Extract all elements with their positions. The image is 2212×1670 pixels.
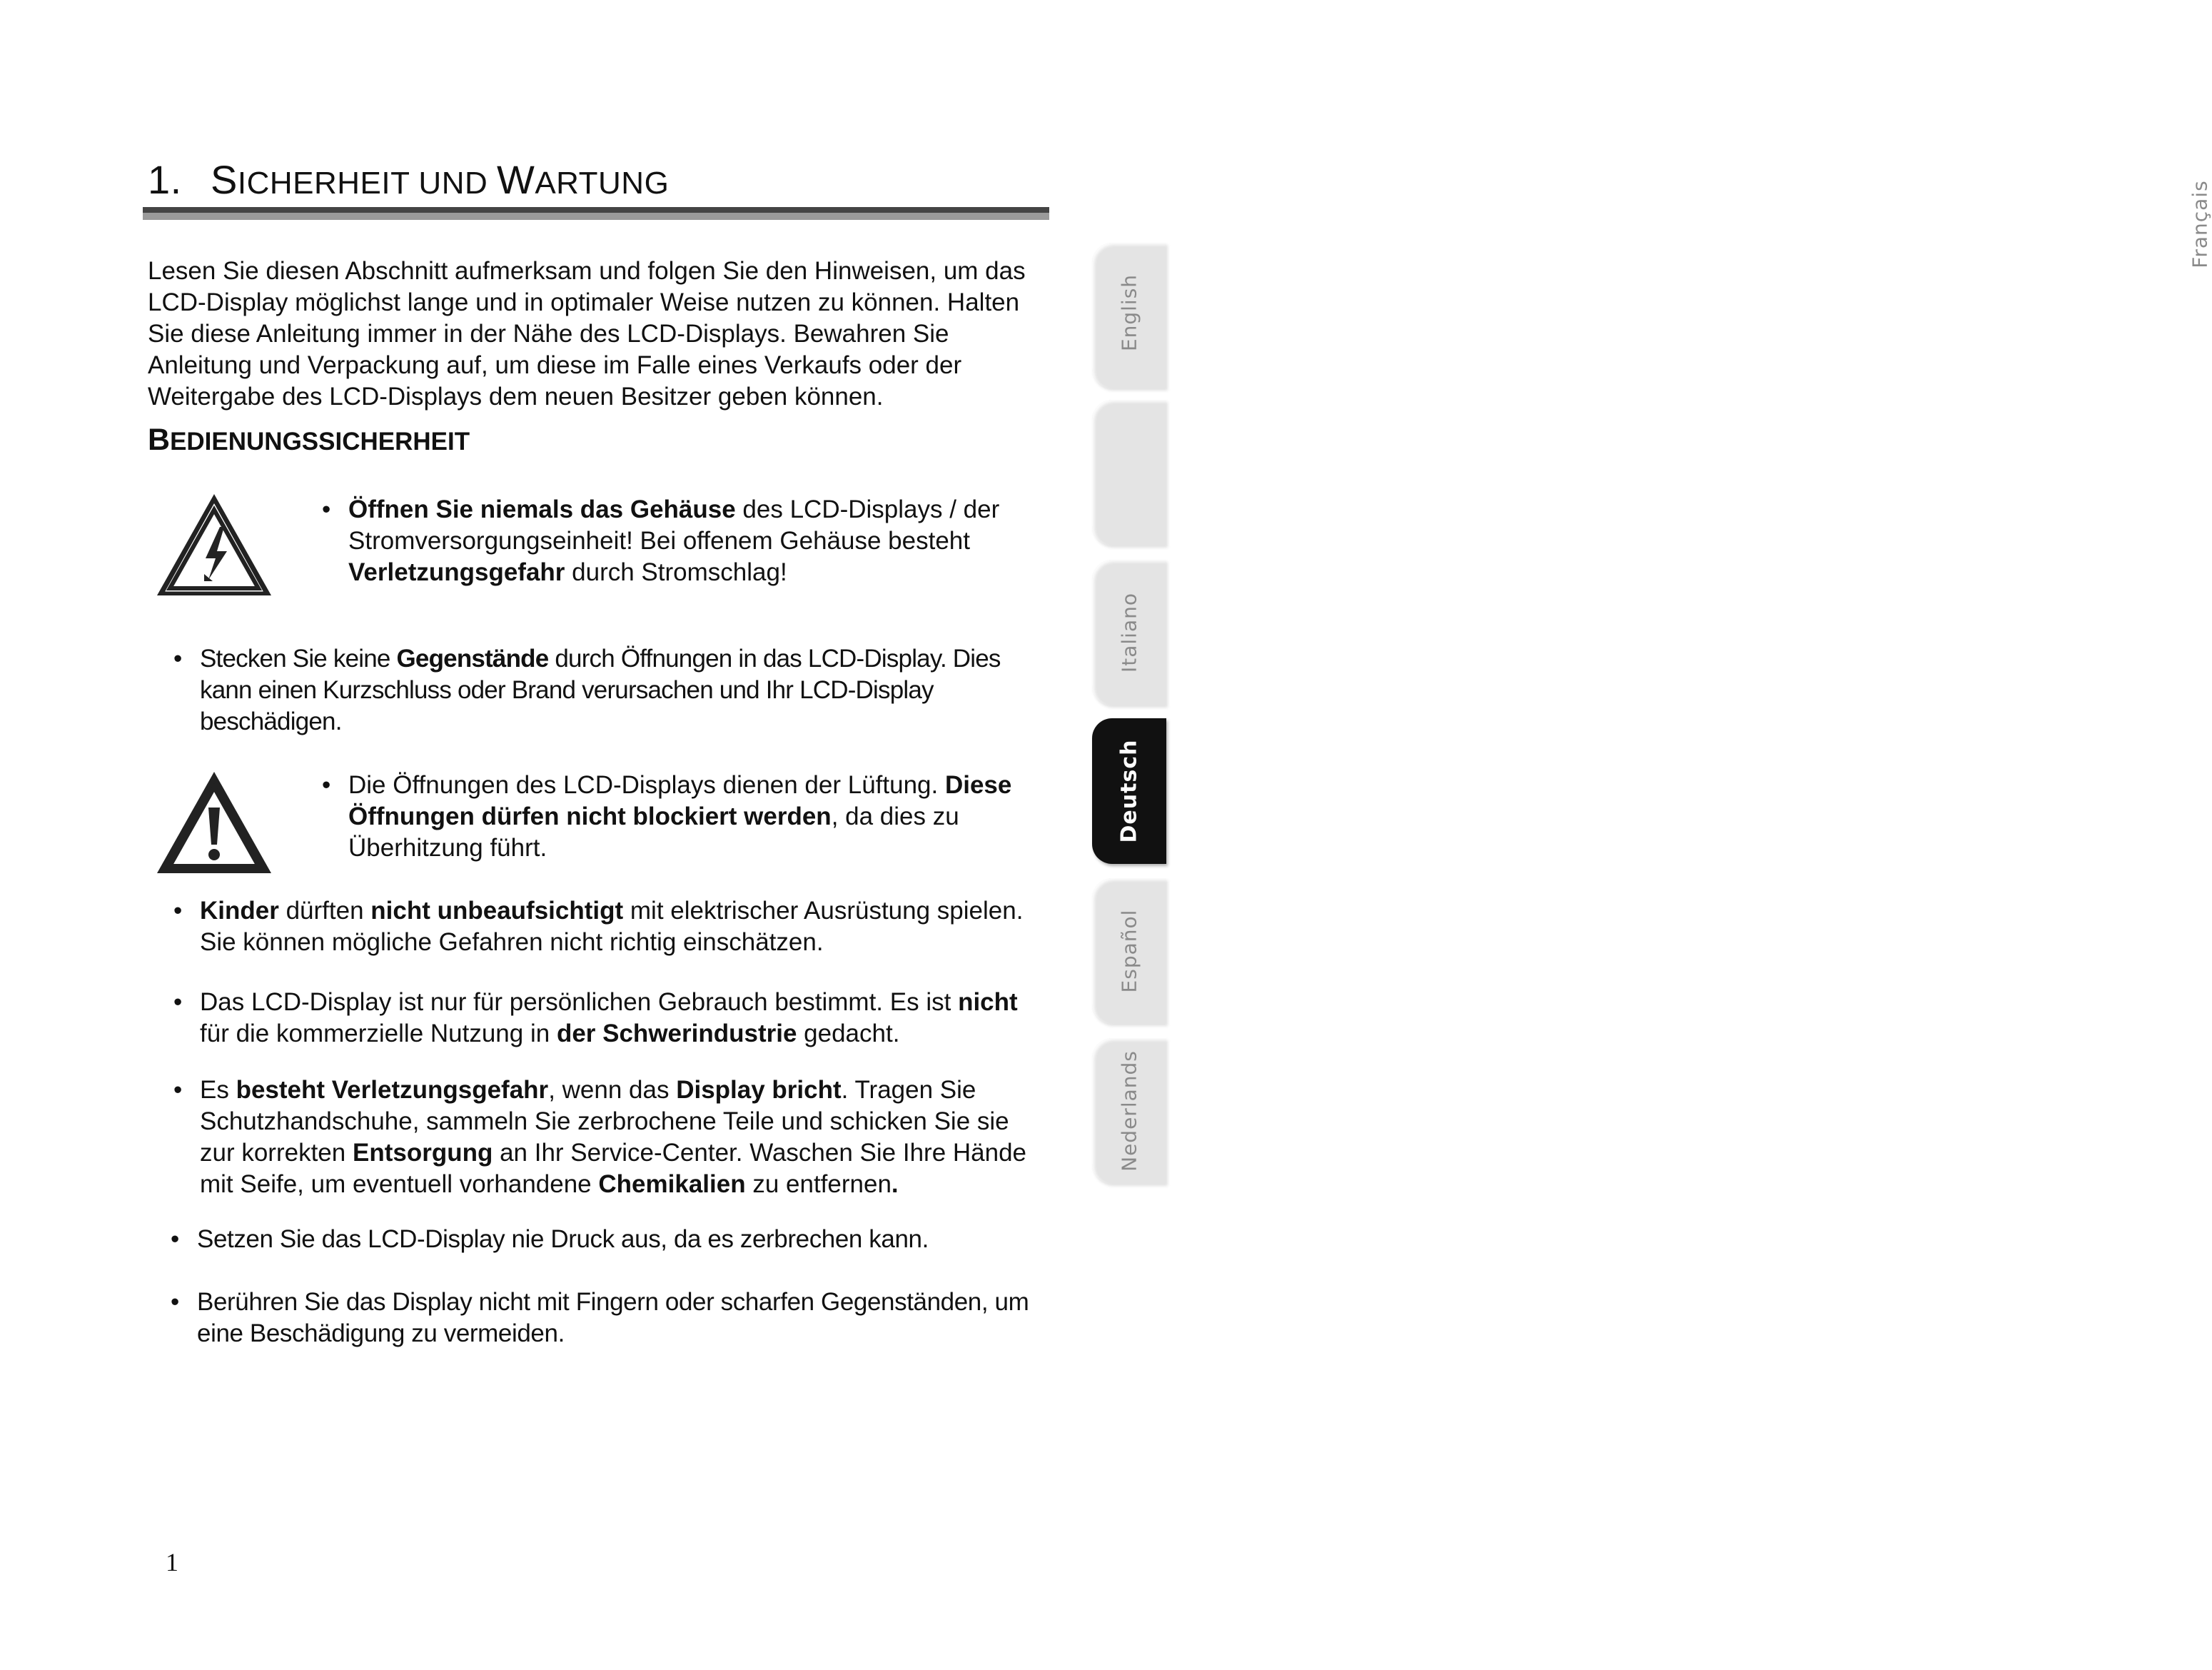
tab-francais[interactable] [1092,400,1166,545]
section-heading: BEDIENUNGSSICHERHEIT [148,423,470,457]
language-tabs [1085,0,2212,1670]
tab-nederlands[interactable] [1092,1038,1166,1184]
bullet-marker: • [171,1288,179,1316]
list-item: • Stecken Sie keine Gegenstände durch Öffnungen in das LCD-Display. Dies kann einen Kurzschluss oder Brand verursachen und Ihr LCD-Display beschädigen. [173,645,1001,735]
bullet-marker: • [173,645,182,673]
bullet-marker: • [173,988,183,1016]
chapter-number: 1. [148,157,182,202]
bullet-marker: • [171,1225,179,1253]
general-warning-icon [153,768,276,879]
tab-italiano[interactable] [1092,560,1166,705]
bullet-marker: • [173,897,183,925]
title-rule [143,207,1049,220]
list-item: • Berühren Sie das Display nicht mit Fingern oder scharfen Gegenständen, um eine Beschädigung zu vermeiden. [171,1288,1029,1347]
list-item: • Es besteht Verletzungsgefahr, wenn das Display bricht. Tragen Sie Schutzhandschuhe, sammeln Sie zerbrochene Teile und schicken Sie sie zur korrekten Entsorgung an Ihr Service-Center. Waschen Sie Ihre Hände mit Seife, um eventuell vorhandene Chemikalien zu entfernen. [173,1076,1027,1198]
tab-label: Español [1117,909,1141,993]
tab-label: Deutsch [1116,739,1142,843]
chapter-title [148,157,670,202]
list-item: • Kinder dürften nicht unbeaufsichtigt mit elektrischer Ausrüstung spielen. Sie können mögliche Gefahren nicht richtig einschätzen. [173,897,1024,956]
tab-english[interactable] [1092,243,1166,388]
list-item: • Setzen Sie das LCD-Display nie Druck aus, da es zerbrechen kann. [197,1224,1039,1255]
tab-label: English [1117,273,1141,351]
chapter-title-text: SICHERHEIT UND WARTUNG [211,157,670,202]
bullet-marker: • [173,1076,183,1104]
list-item: • Die Öffnungen des LCD-Displays dienen der Lüftung. Diese Öffnungen dürfen nicht blockiert werden, da dies zu Überhitzung führt. [322,771,1012,862]
tab-label: Italiano [1117,593,1141,673]
list-item: • Öffnen Sie niemals das Gehäuse des LCD-Displays / der Stromversorgungseinheit! Bei offenem Gehäuse besteht Verletzungsgefahr durch Stromschlag! [322,496,1000,586]
bullet-marker: • [322,496,331,523]
page-number: 1 [166,1548,178,1576]
intro-paragraph: Lesen Sie diesen Abschnitt aufmerksam und folgen Sie den Hinweisen, um das LCD-Display möglichst lange und in optimaler Weise nutzen zu können. Halten Sie diese Anleitung immer in der Nähe des LCD-Displays. Bewahren Sie Anleitung und Verpackung auf, um diese im Falle eines Verkaufs oder der Weitergabe des LCD-Displays dem neuen Besitzer geben können. [148,257,1026,411]
tab-espanol[interactable] [1092,878,1166,1024]
list-item: • Das LCD-Display ist nur für persönlichen Gebrauch bestimmt. Es ist nicht für die kommerzielle Nutzung in der Schwerindustrie gedacht. [173,988,1018,1047]
electric-shock-warning-icon [153,490,276,601]
tab-deutsch[interactable] [1092,718,1166,864]
tab-label: Nederlands [1117,1050,1141,1172]
tab-francais-label[interactable]: Français [2188,180,2212,268]
bullet-marker: • [322,771,331,799]
